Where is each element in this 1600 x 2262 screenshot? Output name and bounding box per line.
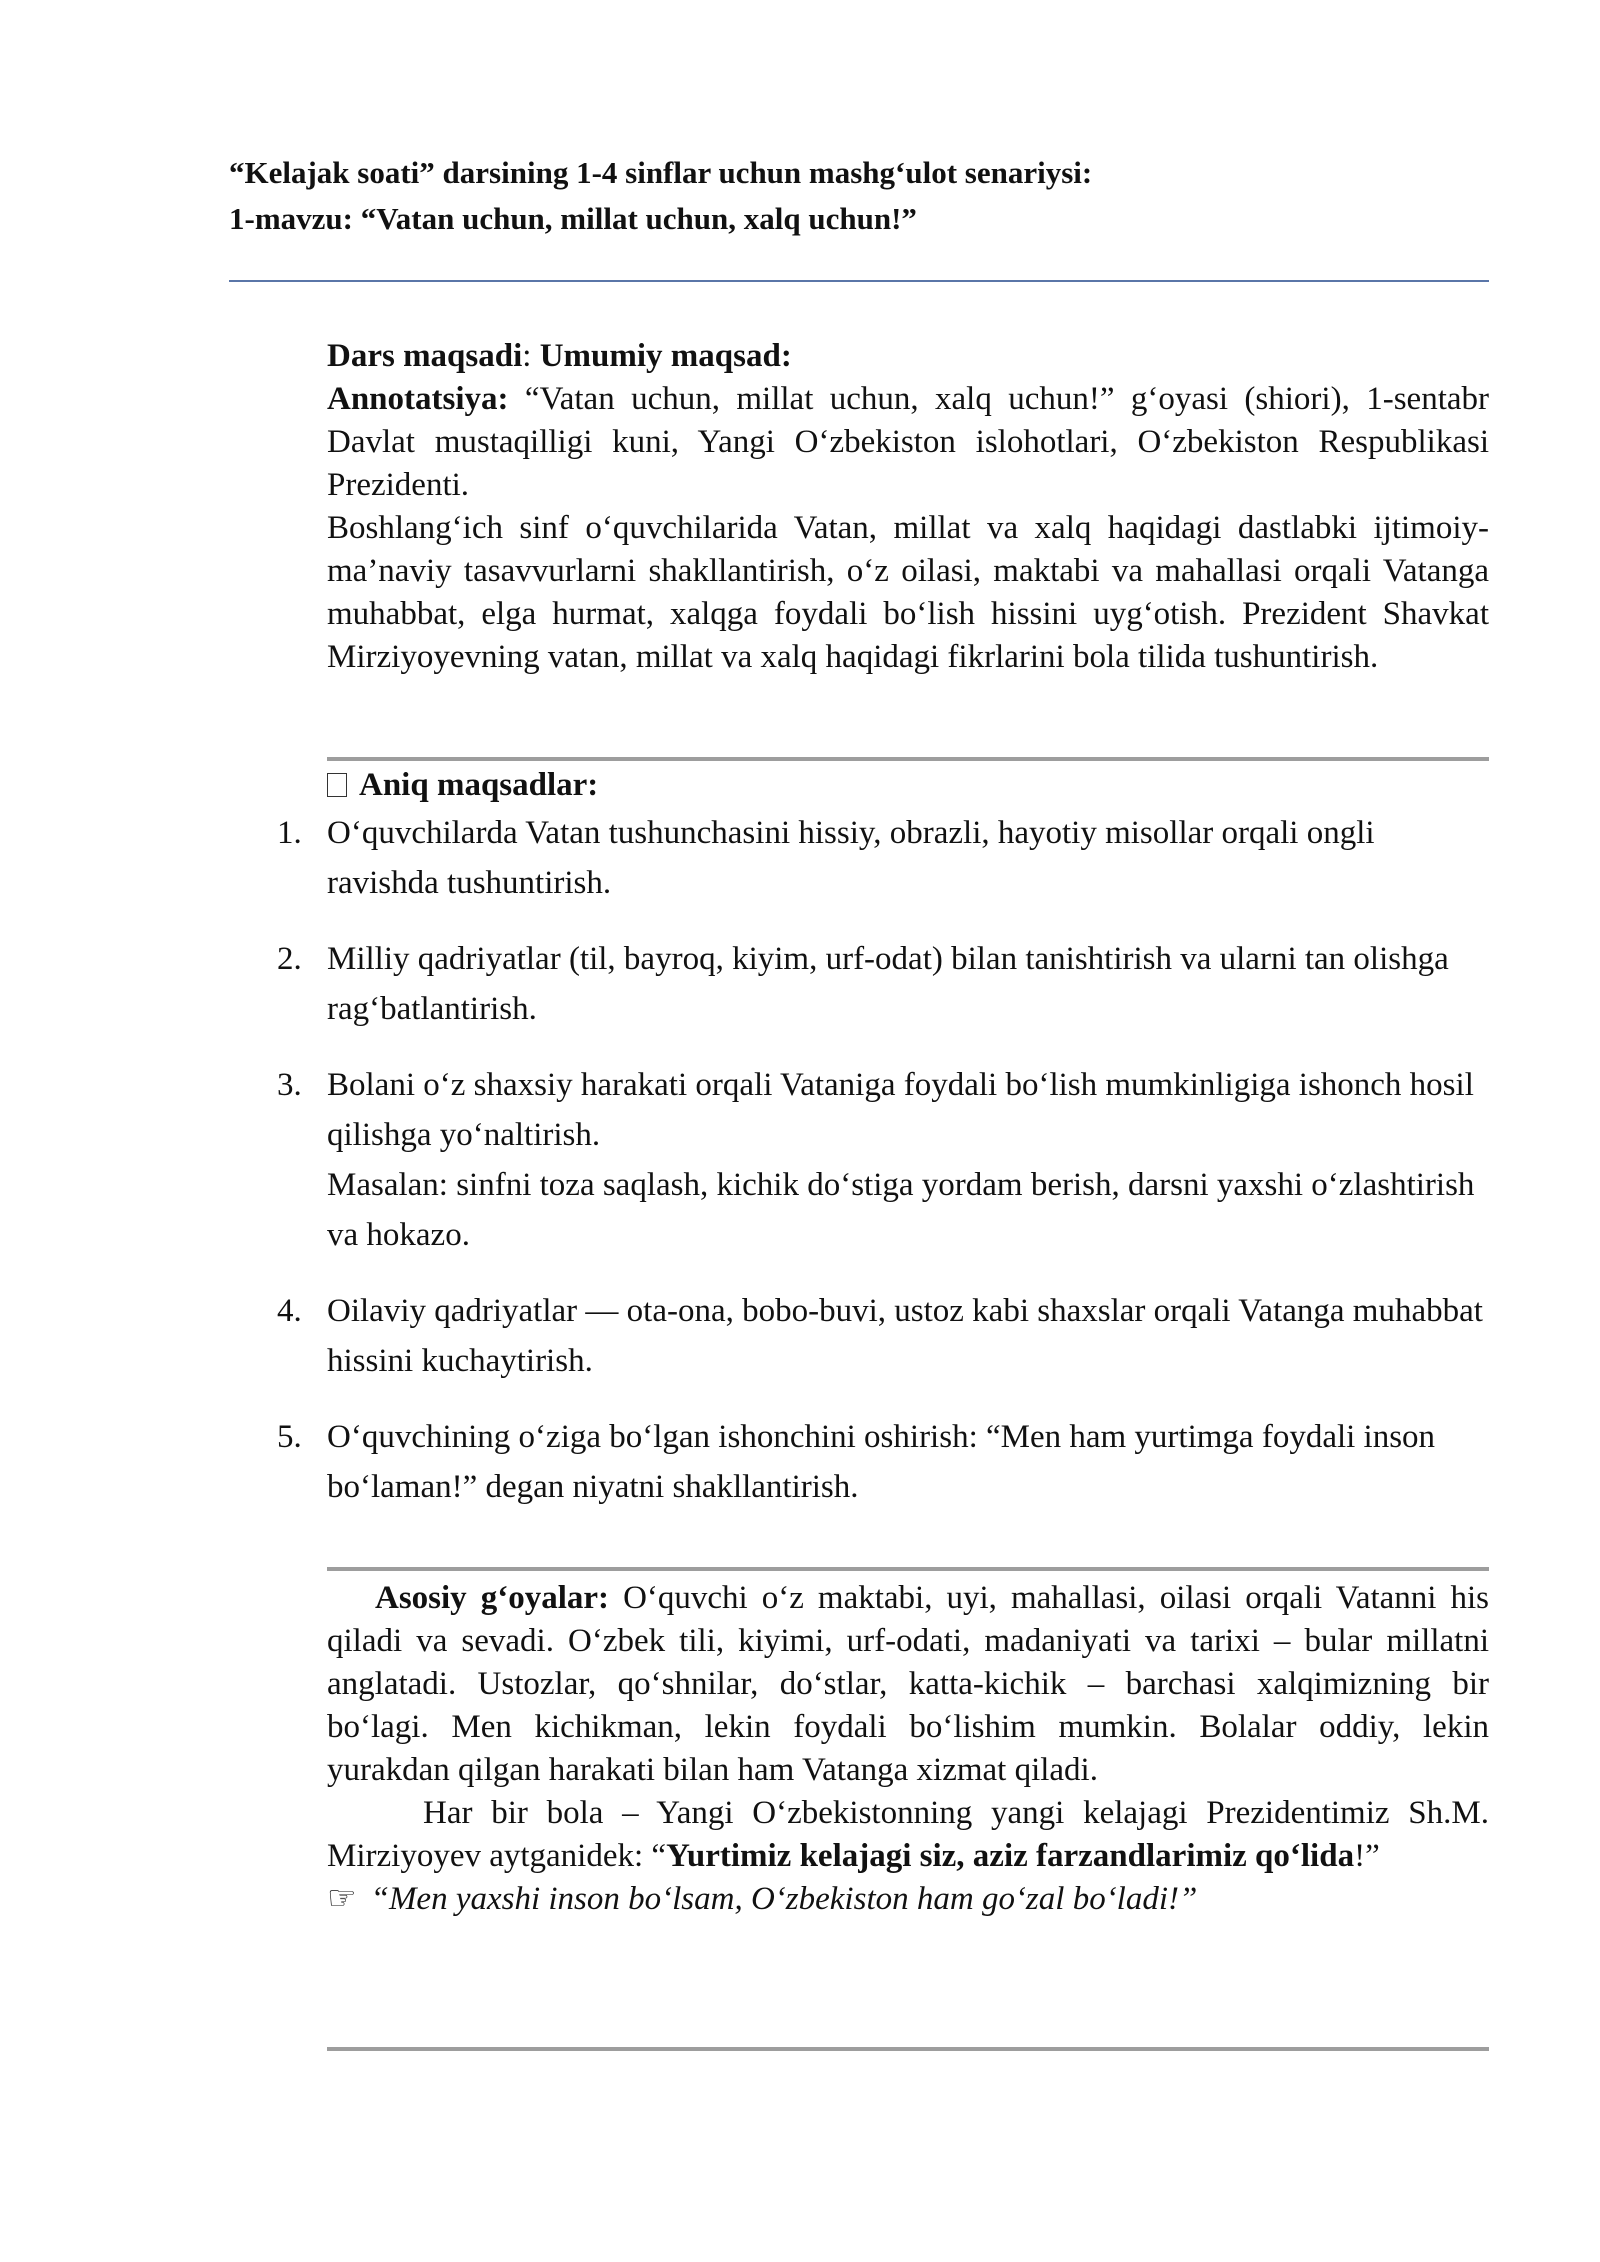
lesson-topic: 1-mavzu: “Vatan uchun, millat uchun, xalq uchun!”: [229, 201, 917, 236]
key-ideas-label: Asosiy g‘oyalar:: [375, 1580, 610, 1616]
section-divider: [327, 757, 1489, 761]
objectives-list: [0, 808, 1600, 1538]
objective-number: 1.: [277, 815, 302, 851]
objective-example: Masalan: sinfni toza saqlash, kichik do‘stiga yordam berish, darsni yaxshi o‘zlashtirish va hokazo.: [327, 1167, 1475, 1253]
annotation-text: “Vatan uchun, millat uchun, xalq uchun!” g‘oyasi (shiori), 1-sentabr Davlat mustaqilligi kuni, Yangi O‘zbekiston islohotlari, O‘zbekiston Respublikasi Prezidenti.: [327, 381, 1489, 503]
annotation-label: Annotatsiya:: [327, 381, 509, 417]
objective-number: 5.: [277, 1419, 302, 1455]
objective-main-text: Oilaviy qadriyatlar — ota-ona, bobo-buvi, ustoz kabi shaxslar orqali Vatanga muhabbat hissini kuchaytirish.: [327, 1293, 1483, 1379]
objective-number: 2.: [277, 941, 302, 977]
pointing-hand-icon: ☞: [327, 1881, 357, 1917]
objectives-heading-text: Aniq maqsadlar:: [359, 767, 599, 803]
key-ideas-text: O‘quvchi o‘z maktabi, uyi, mahallasi, oilasi orqali Vatanni his qiladi va sevadi. O‘zbek tili, kiyimi, urf-odati, madaniyati va tarixi – bular millatni anglatadi. Ustozlar, qo‘shnilar, do‘stlar, katta-kichik – barchasi xalqimizning bir bo‘lagi. Men kichikman, lekin foydali bo‘lishim mumkin. Bolalar oddiy, lekin yurakdan qilgan harakati bilan ham Vatanga xizmat qiladi.: [327, 1580, 1490, 1788]
quote-bold: Yurtimiz kelajagi siz, aziz farzandlarimiz qo‘lida: [666, 1838, 1355, 1874]
objective-item: [0, 1412, 1600, 1512]
lesson-goal-section: [327, 335, 1489, 679]
objective-main-text: O‘quvchining o‘ziga bo‘lgan ishonchini oshirish: “Men ham yurtimga foydali inson bo‘laman!” degan niyatni shakllantirish.: [327, 1419, 1436, 1505]
section-divider: [327, 2047, 1489, 2051]
objective-item: [0, 1060, 1600, 1260]
objective-number: 4.: [277, 1293, 302, 1329]
objectives-heading: [327, 763, 598, 807]
section-divider: [327, 1567, 1489, 1571]
document-header: [229, 150, 1489, 242]
objective-main-text: O‘quvchilarda Vatan tushunchasini hissiy, obrazli, hayotiy misollar orqali ongli ravishda tushuntirish.: [327, 815, 1375, 901]
key-ideas-paragraph: [327, 1577, 1489, 1792]
objective-text: [327, 1060, 1489, 1260]
annotation: [327, 378, 1489, 507]
objective-text: [327, 934, 1489, 1034]
president-quote-paragraph: [327, 1792, 1489, 1878]
quote-end: !”: [1354, 1838, 1380, 1874]
motto-text: “Men yaxshi inson bo‘lsam, O‘zbekiston ham go‘zal bo‘ladi!”: [370, 1881, 1198, 1917]
objective-main-text: Milliy qadriyatlar (til, bayroq, kiyim, urf-odat) bilan tanishtirish va ularni tan olishga rag‘batlantirish.: [327, 941, 1449, 1027]
goal-paragraph: Boshlang‘ich sinf o‘quvchilarida Vatan, millat va xalq haqidagi dastlabki ijtimoiy-ma’naviy tasavvurlarni shakllantirish, o‘z oilasi, maktabi va mahallasi orqali Vatanga muhabbat, elga hurmat, xalqga foydali bo‘lish hissini uyg‘otish. Prezident Shavkat Mirziyoyevning vatan, millat va xalq haqidagi fikrlarini bola tilida tushuntirish.: [327, 510, 1489, 675]
key-ideas-section: [327, 1577, 1489, 1921]
objective-item: [0, 934, 1600, 1034]
document-title: “Kelajak soati” darsining 1-4 sinflar uchun mashg‘ulot senariysi:: [229, 155, 1093, 190]
goal-label: Dars maqsadi: [327, 338, 523, 374]
objective-text: [327, 1412, 1489, 1512]
objective-item: [0, 1286, 1600, 1386]
motto-line: [327, 1878, 1489, 1921]
objective-text: [327, 808, 1489, 908]
goal-heading: [327, 335, 1489, 378]
objective-item: [0, 808, 1600, 908]
objective-number: 3.: [277, 1067, 302, 1103]
quote-intro: Har bir bola – Yangi O‘zbekistonning yangi kelajagi Prezidentimiz Sh.M. Mirziyoyev aytganidek: “: [327, 1795, 1489, 1874]
title-divider: [229, 280, 1489, 282]
goal-value: Umumiy maqsad:: [539, 338, 792, 374]
goal-separator: :: [522, 338, 540, 374]
objective-main-text: Bolani o‘z shaxsiy harakati orqali Vataniga foydali bo‘lish mumkinligiga ishonch hosil qilishga yo‘naltirish.: [327, 1067, 1474, 1153]
checkbox-icon: [327, 773, 347, 797]
objective-text: [327, 1286, 1489, 1386]
